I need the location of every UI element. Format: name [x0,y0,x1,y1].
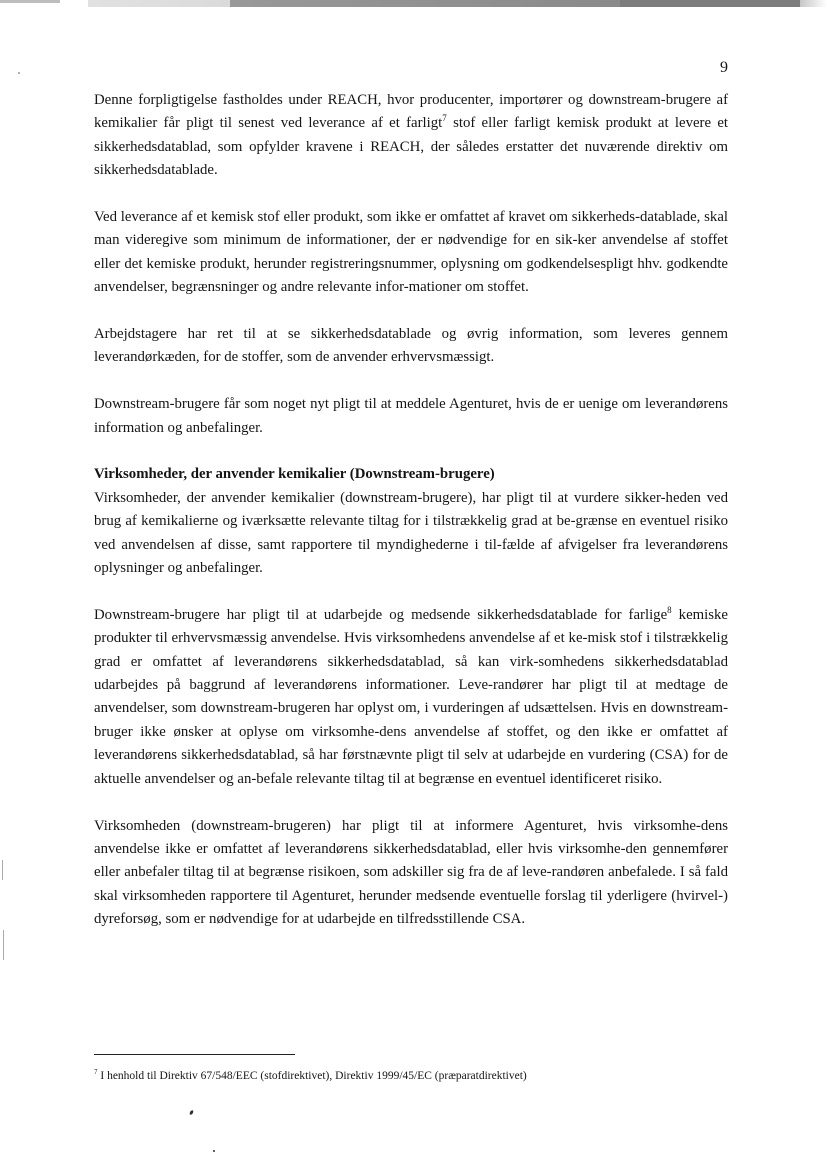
document-body [94,89,728,932]
paragraph-text: Denne forpligtigelse fastholdes under REACH, hvor producenter, importører og downstream-brugere af kemikalier får pligt til senest ved leverance af et farligt [94,92,728,132]
footnote-ref-7: 7 [442,113,447,124]
scan-speck [18,72,20,74]
footnote-divider [94,1054,295,1055]
margin-mark [2,860,3,880]
scan-speck [189,1110,194,1116]
paragraph-reach-obligation [94,89,728,183]
scan-edge-artifact [0,0,827,7]
paragraph-text-continued: kemiske produkter til erhvervsmæssig anvendelse. Hvis virksomhedens anvendelse af et ke-misk stof i tilstrækkelig grad er omfattet af leverandørens sikkerhedsdatablad, så kan virk-somhedens sikkerhedsdatablad udarbejdes på baggrund af leverandørens informationer. Leve-randører har pligt til at medtage de anvendelser, som downstream-brugeren har oplyst om, i vurderingen af udsættelsen. Hvis en downstream-bruger ikke ønsker at oplyse om virksomhe-dens anvendelse af stoffet, og den ikke er omfattet af leverandørens sikkerhedsdatablad, så har førstnævnte pligt til selv at udarbejde en vurdering (CSA) for de aktuelle anvendelser og an-befale relevante tiltag til at begrænse en eventuel identificeret risiko. [94,606,728,787]
footnote-ref-8: 8 [667,604,672,615]
paragraph-worker-rights: Arbejdstagere har ret til at se sikkerhedsdatablade og øvrig information, som leveres gennem leverandørkæden, for de stoffer, som de anvender erhvervsmæssigt. [94,326,728,366]
footnote-text: I henhold til Direktiv 67/548/EEC (stofdirektivet), Direktiv 1999/45/EC (præparatdirektivet) [97,1070,527,1082]
footnote-marker: 7 [94,1068,98,1076]
footnote [94,1068,728,1084]
section-heading: Virksomheder, der anvender kemikalier (Downstream-brugere) [94,466,495,483]
scan-speck [213,1150,215,1152]
section-intro: Virksomheder, der anvender kemikalier (downstream-brugere), har pligt til at vurdere sikker-heden ved brug af kemikalierne og iværksætte relevante tiltag for i tilstrækkelig grad at be-grænse en eventuel risiko ved anvendelsen af disse, samt rapportere til myndighederne i til-fælde af afvigelser fra leverandørens oplysninger og anbefalinger. [94,489,728,577]
paragraph-text-continued: stof eller farligt kemisk produkt at levere et sikkerhedsdatablad, som opfylder kravene i REACH, der således erstatter det nuværende direktiv om sikkerhedsdatablade. [94,115,728,179]
paragraph-text: Downstream-brugere har pligt til at udarbejde og medsende sikkerhedsdatablade for farlige [94,606,668,623]
page-number: 9 [720,59,728,76]
margin-mark [3,930,4,960]
paragraph-downstream-notify: Downstream-brugere får som noget nyt pligt til at meddele Agenturet, hvis de er uenige om leverandørens information og anbefalinger. [94,396,728,436]
scan-edge-artifact-left [0,0,60,3]
paragraph-agency-reporting: Virksomheden (downstream-brugeren) har pligt til at informere Agenturet, hvis virksomhe-dens anvendelse ikke er omfattet af leverandørens sikkerhedsdatablad, eller hvis virksomhe-den gennemfører eller anbefaler tiltag til at begrænse risikoen, som adskiller sig fra de af leve-randøren anbefalede. I så fald skal virksomheden rapportere til Agenturet, herunder medsende eventuelle forslag til yderligere (hvirvel-) dyreforsøg, som er nødvendige for at udarbejde en tilfredsstillende CSA. [94,817,728,928]
paragraph-downstream-sds [94,604,728,791]
paragraph-non-sds-delivery: Ved leverance af et kemisk stof eller produkt, som ikke er omfattet af kravet om sikkerheds-datablade, skal man videregive som minimum de informationer, der er nødvendige for en sik-ker anvendelse af stoffet eller det kemiske produkt, herunder registreringsnummer, oplysning om godkendelsespligt hhv. godkendte anvendelser, begrænsninger og andre relevante infor-mationer om stoffet. [94,209,728,296]
